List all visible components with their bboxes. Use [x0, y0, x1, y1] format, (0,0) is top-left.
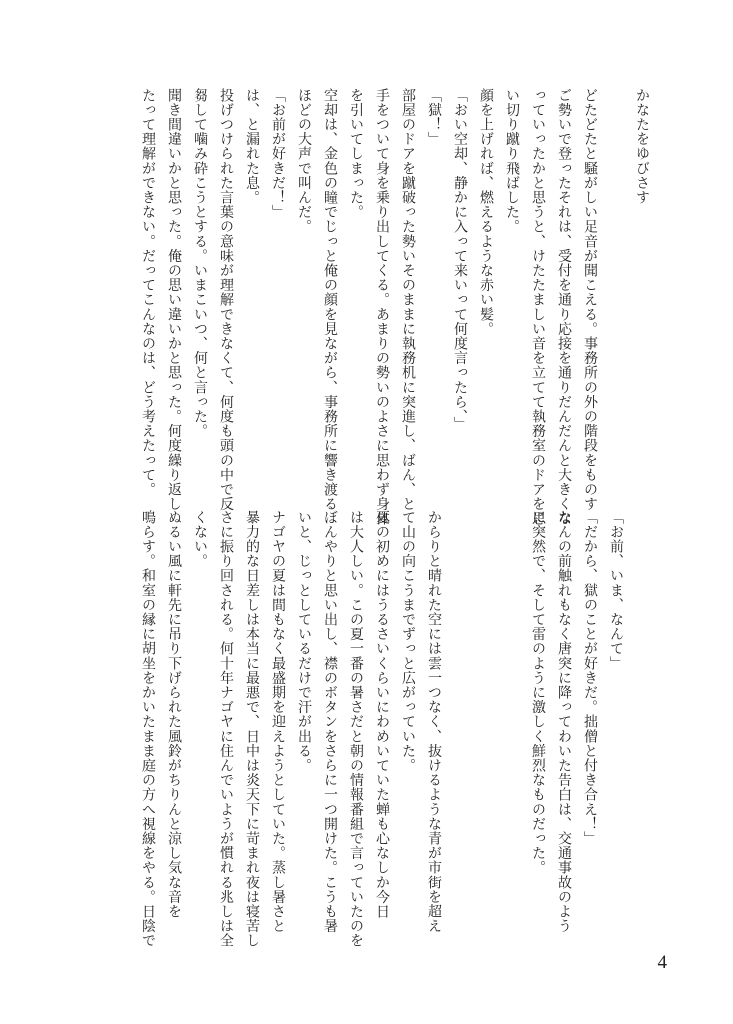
text-line: っていったかと思うと、けたたましい音を立てて執務室のドアを思 — [530, 88, 546, 526]
text-line: て山の向こうまでずっと広がっていた。 — [400, 510, 416, 773]
text-line: 芻して噛み砕こうとする。いまこいつ、何と言った。 — [192, 88, 208, 439]
text-line: 部屋のドアを蹴破った勢いそのままに執務机に突進し、ばん、と — [400, 88, 416, 512]
text-line — [447, 510, 473, 950]
text-line: どたどたと騒がしい足音が聞こえる。事務所の外の階段をものす — [582, 88, 598, 512]
text-line: 空却は、金色の瞳でじっと俺の顔を見ながら、事務所に響き渡る — [322, 88, 338, 512]
text-line: 暴力的な日差しは本当に最悪で、日中は炎天下に苛まれ夜は寝苦し — [244, 510, 260, 948]
text-line: 顔を上げれば、燃えるような赤い髪。 — [478, 88, 494, 337]
text-line: 鳴らす。和室の縁に胡坐をかいたまま庭の方へ視線をやる。日陰で — [140, 510, 156, 948]
text-line: いと、じっとしているだけで汗が出る。 — [296, 510, 312, 773]
lower-text-block — [135, 510, 655, 950]
text-line: 「お前が好きだ！」 — [270, 88, 286, 220]
text-line: 聞き間違いかと思った。俺の思い違いかと思った。何度繰り返し — [166, 88, 182, 512]
text-line: ほどの大声で叫んだ。 — [296, 88, 312, 234]
text-line — [603, 88, 629, 508]
text-line: 「お前、いま、なんて」 — [608, 510, 624, 671]
text-line: は大人しい。この夏一番の暑さだと朝の情報番組で言っていたのを — [348, 510, 364, 948]
text-line: 「だから、獄のことが好きだ。拙僧と付き合え！」 — [582, 510, 598, 846]
text-line: ナゴヤの夏は間もなく最盛期を迎えようとしていた。蒸し暑さと — [270, 510, 286, 934]
text-line: 投げつけられた言葉の意味が理解できなくて、何度も頭の中で反 — [218, 88, 234, 512]
text-line — [629, 510, 655, 950]
text-line: 「おい空却、静かに入って来いって何度言ったら、」 — [452, 88, 468, 432]
text-line: ぼんやりと思い出し、襟のボタンをさらに一つ開けた。こうも暑 — [322, 510, 338, 934]
page-number: 4 — [657, 952, 667, 973]
text-line: に突然で、そして雷のように激しく鮮烈なものだった。 — [530, 510, 546, 875]
text-line — [473, 510, 499, 950]
text-line: 夏の初めにはうるさいくらいにわめいていた蝉も心なしか今日 — [374, 510, 390, 919]
text-line: たって理解ができない。だってこんなのは、どう考えたって。 — [140, 88, 156, 497]
upper-text-block — [135, 88, 655, 526]
text-line: さに振り回される。何十年ナゴヤに住んでいようが慣れる兆しは全 — [218, 510, 234, 948]
text-line: を引いてしまった。 — [348, 88, 364, 220]
text-line: い切り蹴り飛ばした。 — [504, 88, 520, 234]
text-line: なんの前触れもなく唐突に降ってわいた告白は、交通事故のよう — [556, 510, 572, 934]
text-line: ぬるい風に軒先に吊り下げられた風鈴がちりんと涼し気な音を — [166, 510, 182, 919]
text-line: は、と漏れた息。 — [244, 88, 260, 205]
text-line: かなたをゆびさす — [634, 88, 650, 205]
text-line: からりと晴れた空には雲一つなく、抜けるような青が市街を超え — [426, 510, 442, 934]
text-line: くない。 — [192, 510, 208, 569]
text-line — [499, 510, 525, 950]
text-line: 「獄！」 — [426, 88, 442, 147]
text-line: 手をついて身を乗り出してくる。あまりの勢いのよさに思わず身体 — [374, 88, 390, 526]
text-line: ご勢いで登ったそれは、受付を通り応接を通りだんだんと大きくな — [556, 88, 572, 526]
